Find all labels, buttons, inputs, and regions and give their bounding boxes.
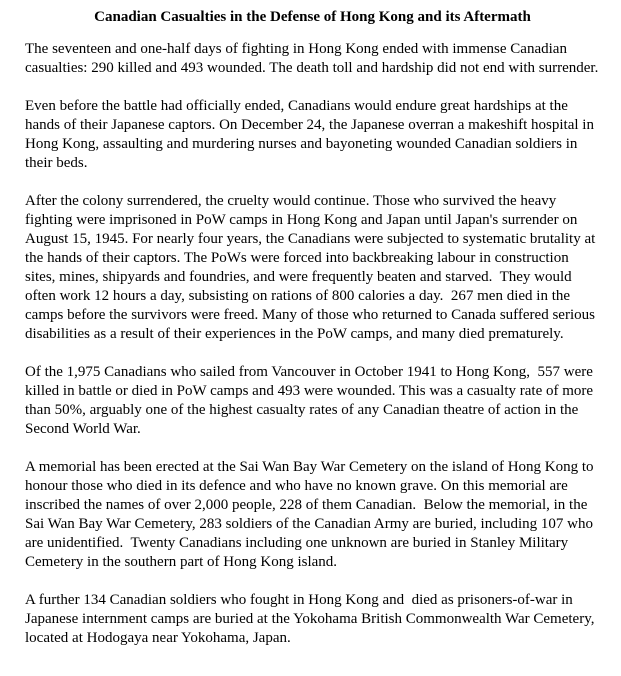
document-title: Canadian Casualties in the Defense of Hong Kong and its Aftermath (94, 9, 531, 25)
paragraph-hospital-attack: Even before the battle had officially ended, Canadians would endure great hardships at the hands of their Japanese captors. On December 24, the Japanese overran a makeshift hospital in Hong Kong, assaulting and murdering nurses and bayoneting wounded Canadian soldiers in their beds. (25, 98, 598, 171)
paragraph-casualty-summary: The seventeen and one-half days of fighting in Hong Kong ended with immense Canadian casualties: 290 killed and 493 wounded. The death toll and hardship did not end with surrender. (25, 41, 599, 76)
paragraph-sai-wan-memorial: A memorial has been erected at the Sai Wan Bay War Cemetery on the island of Hong Kong to honour those who died in its defence and who have no known grave. On this memorial are inscribed the names of over 2,000 people, 228 of them Canadian. Below the memorial, in the Sai Wan Bay War Cemetery, 283 soldiers of the Canadian Army are buried, including 107 who are unidentified. Twenty Canadians including one unknown are buried in Stanley Military Cemetery in the southern part of Hong Kong island. (25, 459, 598, 570)
paragraph-casualty-rate: Of the 1,975 Canadians who sailed from Vancouver in October 1941 to Hong Kong, 557 were killed in battle or died in PoW camps and 493 were wounded. This was a casualty rate of more than 50%, arguably one of the highest casualty rates of any Canadian theatre of action in the Second World War. (25, 364, 597, 437)
paragraph-yokohama-cemetery: A further 134 Canadian soldiers who fought in Hong Kong and died as prisoners-of-war in Japanese internment camps are buried at the Yokohama British Commonwealth War Cemetery, located at Hodogaya near Yokohama, Japan. (25, 592, 599, 646)
paragraph-pow-camps: After the colony surrendered, the cruelty would continue. Those who survived the heavy fighting were imprisoned in PoW camps in Hong Kong and Japan until Japan's surrender on August 15, 1945. For nearly four years, the Canadians were subjected to systematic brutality at the hands of their captors. The PoWs were forced into backbreaking labour in construction sites, mines, shipyards and foundries, and were frequently beaten and starved. They would often work 12 hours a day, subsisting on rations of 800 calories a day. 267 men died in the camps before the survivors were freed. Many of those who returned to Canada suffered serious disabilities as a result of their experiences in the PoW camps, and many died prematurely. (25, 193, 600, 342)
